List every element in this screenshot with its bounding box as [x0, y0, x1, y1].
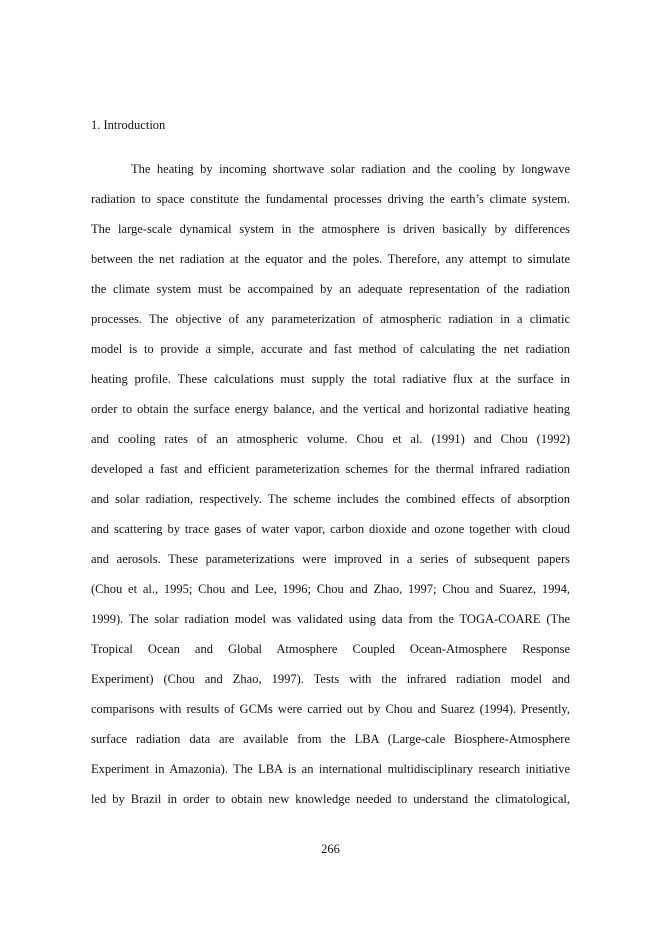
- paragraph-line: and aerosols. These parameterizations were improved in a series of subsequent papers: [91, 552, 570, 566]
- paragraph-line: The large-scale dynamical system in the atmosphere is driven basically by differences: [91, 222, 570, 236]
- paragraph-line: between the net radiation at the equator and the poles. Therefore, any attempt to simulate: [91, 252, 570, 266]
- paragraph-line: Tropical Ocean and Global Atmosphere Coupled Ocean-Atmosphere Response: [91, 642, 570, 656]
- paragraph-line: Experiment in Amazonia). The LBA is an international multidisciplinary research initiative: [91, 762, 570, 776]
- section-heading: 1. Introduction: [91, 118, 166, 132]
- paragraph-line: and cooling rates of an atmospheric volume. Chou et al. (1991) and Chou (1992): [91, 432, 570, 446]
- paragraph-line: and scattering by trace gases of water vapor, carbon dioxide and ozone together with cloud: [91, 522, 570, 536]
- paragraph-line: the climate system must be accompained by an adequate representation of the radiation: [91, 282, 570, 296]
- paragraph-line: and solar radiation, respectively. The scheme includes the combined effects of absorption: [91, 492, 570, 506]
- paragraph-line: The heating by incoming shortwave solar radiation and the cooling by longwave: [131, 162, 570, 176]
- paragraph-line: surface radiation data are available from the LBA (Large-cale Biosphere-Atmosphere: [91, 732, 570, 746]
- paragraph-line: comparisons with results of GCMs were carried out by Chou and Suarez (1994). Presently,: [91, 702, 570, 716]
- paragraph-line: led by Brazil in order to obtain new knowledge needed to understand the climatological,: [91, 792, 570, 806]
- paragraph-line: (Chou et al., 1995; Chou and Lee, 1996; Chou and Zhao, 1997; Chou and Suarez, 1994,: [91, 582, 570, 596]
- page-number: 266: [321, 842, 340, 856]
- paragraph-line: Experiment) (Chou and Zhao, 1997). Tests with the infrared radiation model and: [91, 672, 570, 686]
- paragraph-line: order to obtain the surface energy balance, and the vertical and horizontal radiative heating: [91, 402, 570, 416]
- paragraph-line: processes. The objective of any parameterization of atmospheric radiation in a climatic: [91, 312, 570, 326]
- paragraph-line: 1999). The solar radiation model was validated using data from the TOGA-COARE (The: [91, 612, 570, 626]
- paragraph-line: model is to provide a simple, accurate and fast method of calculating the net radiation: [91, 342, 570, 356]
- paragraph-line: radiation to space constitute the fundamental processes driving the earth’s climate system.: [91, 192, 570, 206]
- paragraph-line: heating profile. These calculations must supply the total radiative flux at the surface in: [91, 372, 570, 386]
- paragraph-line: developed a fast and efficient parameterization schemes for the thermal infrared radiation: [91, 462, 570, 476]
